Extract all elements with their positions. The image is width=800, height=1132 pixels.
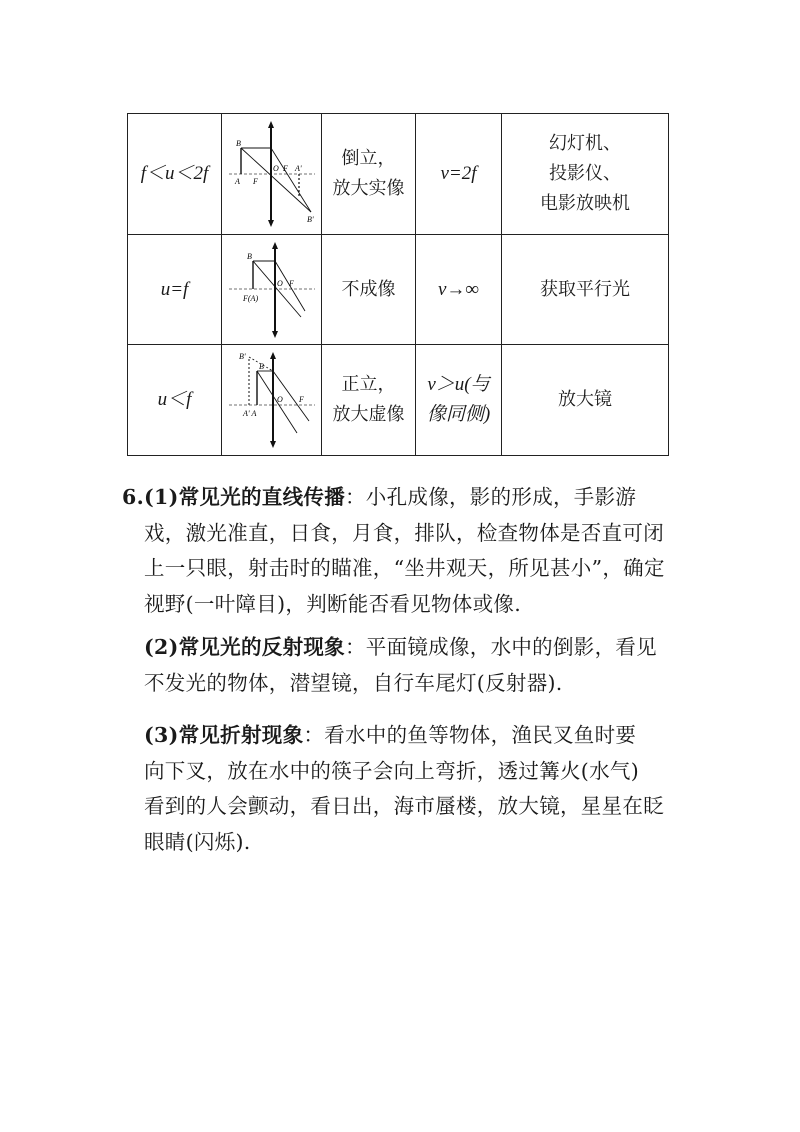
table-row [128,345,669,456]
label-f: F [298,395,304,404]
application-cell [502,114,669,235]
paragraph-refraction [144,718,704,860]
label-a-prime-a: A' A [242,409,256,418]
label-o: O [276,395,283,404]
lens-imaging-table [127,113,669,456]
image-distance-cell [416,235,502,345]
label-b: B [246,251,252,261]
image-distance-line: v→∞ [438,278,479,300]
item-title: 常见光的反射现象 [178,635,345,659]
paragraph-reflection [144,630,704,701]
text-line: 视野(一叶障目)，判断能否看见物体或像. [144,591,522,616]
ray-diagram-cell [222,235,322,345]
section-number: 6. [122,485,145,509]
image-nature-line: 倒立， [341,148,396,169]
label-b: B [235,139,241,148]
table-row [128,114,669,235]
application-cell [502,235,669,345]
application-line: 幻灯机、 [549,133,621,154]
image-distance-cell [416,345,502,456]
ray-diagram-no-image [227,239,317,341]
application-line: 电影放映机 [540,193,630,214]
application-line: 投影仪、 [549,163,621,184]
application-line: 放大镜 [558,389,612,410]
label-a: A [234,177,240,186]
label-b-prime: B' [238,352,246,361]
text-line: 眼睛(闪烁). [144,829,251,854]
image-nature-cell [322,114,416,235]
image-distance-line: v＞u(与 [427,374,490,395]
image-nature-line: 正立， [341,374,396,395]
label-o: O [276,278,283,288]
item-title: 常见折射现象 [178,723,304,747]
ray-diagram-cell [222,345,322,456]
label-a-prime: A' [294,164,302,173]
item-title: 常见光的直线传播 [178,485,345,509]
paragraph-straight-line-propagation [122,480,682,622]
text-line: 上一只眼，射击时的瞄准，“坐井观天，所见甚小”，确定 [144,556,665,580]
ray-diagram-virtual-image [227,349,317,451]
label-o: O [272,164,279,173]
label-f-right: F [282,164,288,173]
image-distance-line: 像同侧) [426,404,491,425]
item-label: (1) [144,485,179,509]
label-b-prime: B' [306,215,314,224]
item-label: (2) [144,635,179,659]
object-distance-condition: f＜u＜2f [128,114,222,235]
text-line: ：小孔成像，影的形成，手影游 [345,485,637,509]
text-line: ：看水中的鱼等物体，渔民叉鱼时要 [303,723,637,747]
item-label: (3) [144,723,179,747]
label-f-a: F(A) [242,293,258,303]
image-nature-line: 放大虚像 [332,404,405,425]
text-line: 向下叉，放在水中的筷子会向上弯折，透过篝火(水气) [144,758,639,783]
image-distance-line: v=2f [440,163,477,184]
text-line: 看到的人会颤动，看日出，海市蜃楼，放大镜，星星在眨 [144,794,664,818]
label-b: B [258,362,264,371]
label-f-left: F [252,177,258,186]
label-f-right: F [288,278,294,288]
table-row [128,235,669,345]
image-nature-cell [322,235,416,345]
text-line: 戏，激光准直，日食，月食，排队，检查物体是否直可闭 [144,520,664,545]
image-nature-line: 不成像 [341,278,396,300]
object-distance-condition: u=f [128,235,222,345]
image-nature-cell [322,345,416,456]
ray-diagram-cell [222,114,322,235]
text-line: 不发光的物体，潜望镜，自行车尾灯(反射器). [144,670,563,695]
text-line: ：平面镜成像，水中的倒影，看见 [344,635,657,659]
application-line: 获取平行光 [540,278,630,300]
image-nature-line: 放大实像 [332,178,405,199]
object-distance-condition: u＜f [128,345,222,456]
ray-diagram-real-image [227,118,317,230]
application-cell [502,345,669,456]
image-distance-cell [416,114,502,235]
